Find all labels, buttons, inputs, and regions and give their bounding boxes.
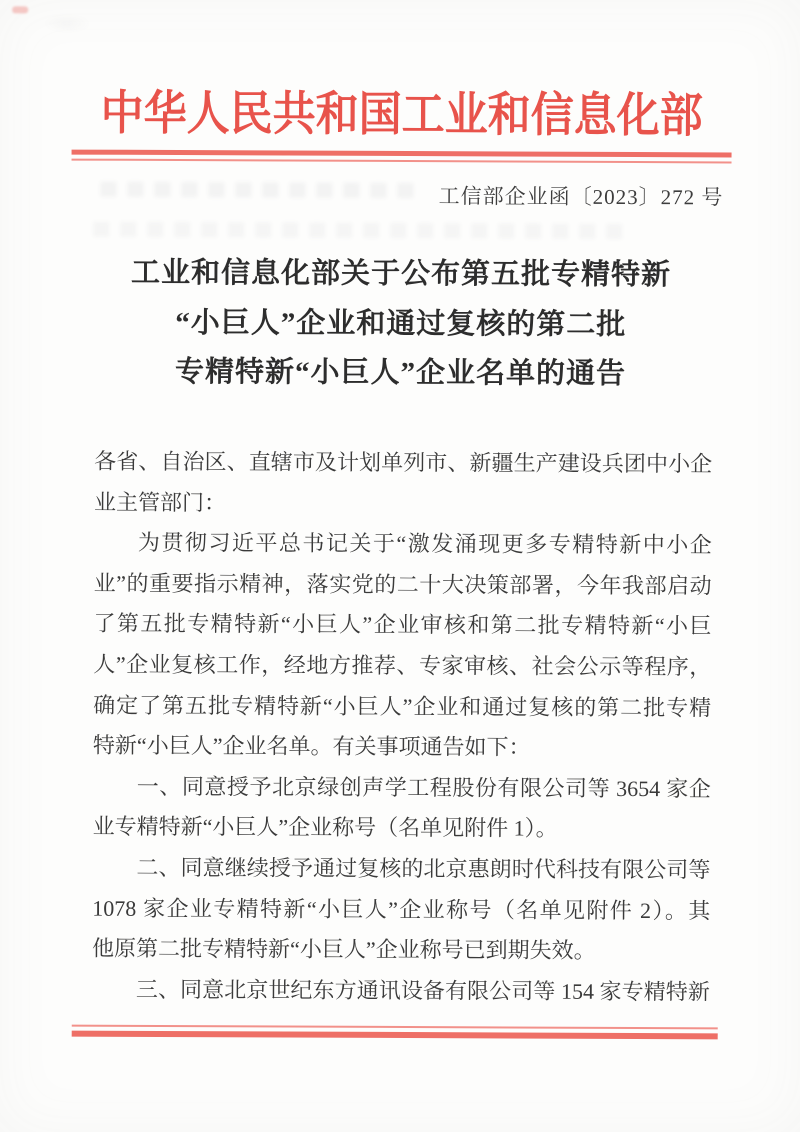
body-line: 人”企业复核工作，经地方推荐、专家审核、社会公示等程序，: [93, 651, 712, 680]
body-line: 了第五批专精特新“小巨人”企业审核和第二批专精特新“小巨: [93, 611, 712, 639]
body-line: 特新“小巨人”企业名单。有关事项通告如下：: [92, 732, 531, 760]
bleed-through-ghost-text: [93, 222, 633, 239]
scan-artifact-red: [12, 6, 28, 13]
scan-artifact-gray: [32, 10, 102, 36]
letterhead-divider-thin-bar: [72, 159, 732, 164]
body-line: 三、同意北京世纪东方通讯设备有限公司等 154 家专精特新: [135, 976, 710, 1005]
footer-divider: [72, 1025, 718, 1040]
body-line: 为贯彻习近平总书记关于“激发涌现更多专精特新中小企: [137, 530, 712, 558]
letterhead-title: 中华人民共和国工业和信息化部: [100, 88, 703, 143]
body-line: 二、同意继续授予通过复核的北京惠朗时代科技有限公司等: [136, 854, 711, 883]
body-line: 他原第二批专精特新“小巨人”企业称号已到期失效。: [92, 935, 596, 963]
body-line: 业主管部门：: [93, 489, 227, 515]
footer-divider-thick-bar: [72, 1031, 718, 1040]
body-line: 业专精特新“小巨人”企业称号（名单见附件 1）。: [92, 814, 558, 842]
document-title: [0, 248, 800, 400]
document-title-line: 专精特新“小巨人”企业名单的通告: [175, 356, 627, 390]
letterhead-divider: [72, 150, 732, 164]
document-number: 工信部企业函〔2023〕272 号: [438, 184, 724, 210]
document-title-line: “小巨人”企业和通过复核的第二批: [175, 306, 627, 341]
body-line: 1078 家企业专精特新“小巨人”企业称号（名单见附件 2）。其: [92, 895, 711, 923]
document-body: [92, 442, 712, 1013]
footer-divider-thin-bar: [72, 1025, 718, 1030]
body-line: 业”的重要指示精神，落实党的二十大决策部署，今年我部启动: [93, 570, 712, 599]
body-line: 确定了第五批专精特新“小巨人”企业和通过复核的第二批专精: [93, 692, 712, 720]
body-line: 各省、自治区、直辖市及计划单列市、新疆生产建设兵团中小企: [94, 448, 713, 477]
bleed-through-ghost-text: [100, 182, 422, 198]
document-title-line: 工业和信息化部关于公布第五批专精特新: [130, 256, 672, 292]
body-line: 一、同意授予北京绿创声学工程股份有限公司等 3654 家企: [136, 773, 711, 802]
letterhead-divider-thick-bar: [72, 150, 732, 158]
